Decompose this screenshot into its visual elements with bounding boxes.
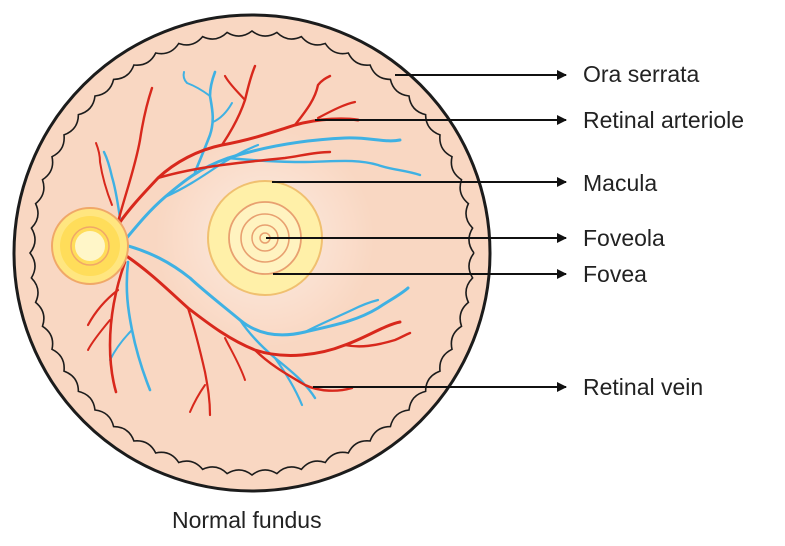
label-fovea: Fovea xyxy=(583,261,647,287)
label-retinal-arteriole: Retinal arteriole xyxy=(583,107,745,133)
label-macula: Macula xyxy=(583,170,658,196)
label-ora-serrata: Ora serrata xyxy=(583,61,700,87)
figure-caption: Normal fundus xyxy=(172,507,322,533)
label-foveola: Foveola xyxy=(583,225,665,251)
label-retinal-vein: Retinal vein xyxy=(583,374,704,400)
optic-disc xyxy=(52,208,128,284)
